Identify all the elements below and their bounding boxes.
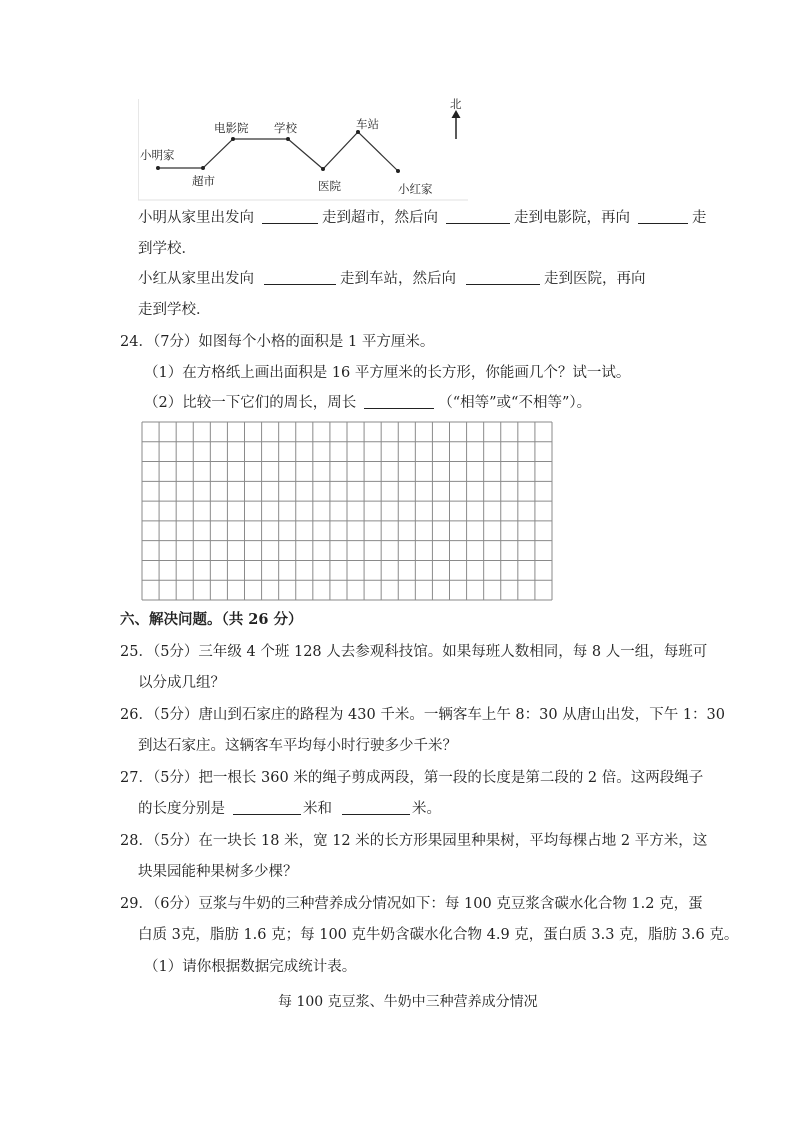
q27-line-1: 27．（5分）把一根长 360 米的绳子剪成两段，第一段的长度是第二段的 2 倍。这两段绳子 (120, 770, 704, 786)
q27-text: 的长度分别是 (138, 801, 225, 817)
section-6-heading: 六、解决问题。（共 26 分） (120, 611, 303, 628)
q23-text: 小明从家里出发向 (138, 210, 254, 226)
q24-text: （2）比较一下它们的周长，周长 (144, 395, 357, 411)
q29-line-1: 29．（6分）豆浆与牛奶的三种营养成分情况如下：每 100 克豆浆含碳水化合物 1.2 克，蛋 (120, 896, 703, 912)
answer-blank[interactable] (262, 209, 318, 224)
place-xiaoming-home: 小明家 (140, 148, 175, 162)
q27-text: 米和 (303, 801, 332, 817)
answer-blank[interactable] (446, 209, 510, 224)
q27-text: 米。 (412, 801, 441, 817)
q23-line-3 (138, 270, 646, 288)
route-map-figure (138, 98, 468, 201)
north-label: 北 (450, 97, 462, 111)
q25-line-2: 以分成几组？ (138, 675, 225, 691)
q24-stem: 24．（7分）如图每个小格的面积是 1 平方厘米。 (120, 334, 435, 350)
q28-line-2: 块果园能种果树多少棵？ (138, 864, 298, 880)
q25-line-1: 25．（5分）三年级 4 个班 128 人去参观科技馆。如果每班人数相同，每 8 人一组，每班可 (120, 644, 708, 660)
place-station: 车站 (356, 117, 379, 131)
q23-line-2: 到学校． (138, 241, 196, 257)
q24-text: （“相等”或“不相等”）。 (438, 395, 592, 411)
q29-part-1: （1）请你根据数据完成统计表。 (144, 959, 357, 975)
place-hospital: 医院 (318, 179, 341, 193)
q27-line-2 (138, 800, 441, 818)
q28-line-1: 28．（5分）在一块长 18 米，宽 12 米的长方形果园里种果树，平均每棵占地 2 平方米，这 (120, 833, 708, 849)
answer-blank[interactable] (264, 270, 336, 285)
q29-line-2: 白质 3克，脂肪 1.6 克；每 100 克牛奶含碳水化合物 4.9 克，蛋白质 3.3 克，脂肪 3.6 克。 (138, 927, 739, 943)
q23-text: 走到车站，然后向 (340, 271, 456, 287)
answer-blank[interactable] (342, 800, 410, 815)
place-supermarket: 超市 (192, 174, 215, 188)
answer-blank[interactable] (638, 209, 688, 224)
q24-part-2 (144, 394, 591, 412)
q24-part-1: （1）在方格纸上画出面积是 16 平方厘米的长方形，你能画几个？试一试。 (144, 365, 631, 381)
place-cinema: 电影院 (214, 121, 249, 135)
q23-text: 走到电影院，再向 (514, 210, 630, 226)
answer-blank[interactable] (233, 800, 301, 815)
q23-text: 走到超市，然后向 (322, 210, 438, 226)
q23-text: 走 (692, 210, 707, 226)
q26-line-1: 26．（5分）唐山到石家庄的路程为 430 千米。一辆客车上午 8：30 从唐山出发，下午 1：30 (120, 707, 725, 723)
q23-line-1 (138, 209, 707, 227)
place-school: 学校 (274, 121, 297, 135)
q23-text: 小红从家里出发向 (138, 271, 254, 287)
q23-text: 走到医院，再向 (544, 271, 646, 287)
place-xiaohong-home: 小红家 (398, 182, 433, 196)
q23-line-4: 走到学校． (138, 302, 211, 318)
answer-blank[interactable] (364, 394, 434, 409)
table-title: 每 100 克豆浆、牛奶中三种营养成分情况 (278, 994, 538, 1010)
q26-line-2: 到达石家庄。这辆客车平均每小时行驶多少千米？ (138, 738, 457, 754)
answer-blank[interactable] (466, 270, 540, 285)
north-arrow-icon (448, 110, 464, 140)
grid-paper (141, 421, 553, 601)
